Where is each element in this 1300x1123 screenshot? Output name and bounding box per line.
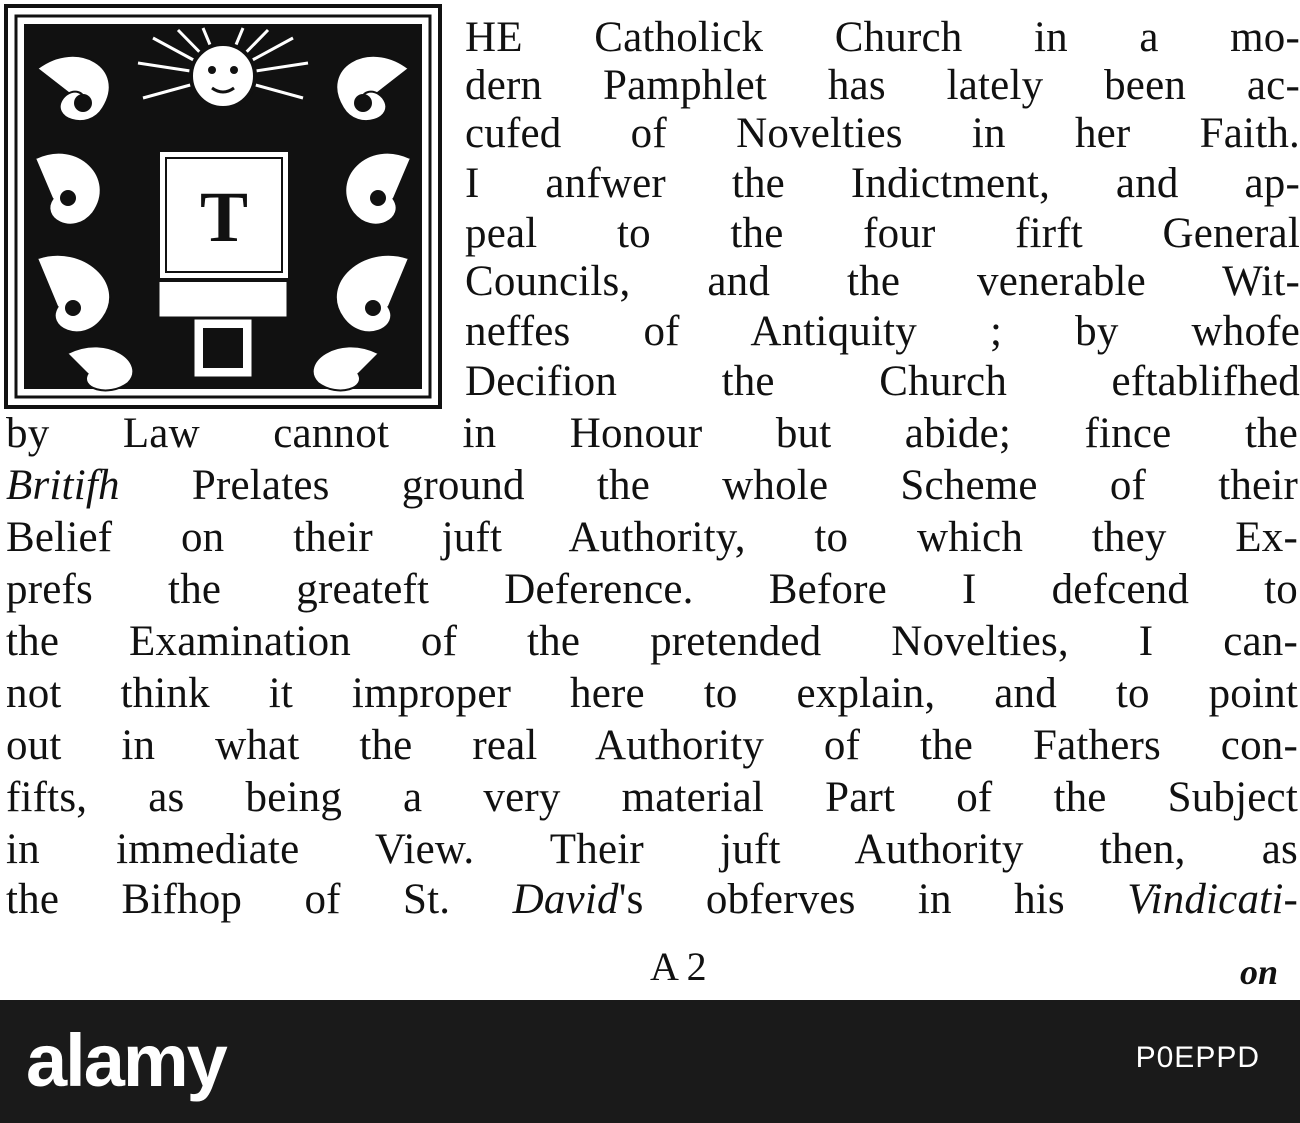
text-line: Councils, and the venerable Wit- [465,258,1300,305]
signature-mark: A 2 [650,944,707,989]
text-line: I anfwer the Indictment, and ap- [465,160,1300,207]
italic-word: Vindicati- [1127,876,1298,923]
alamy-logo[interactable] [26,1019,326,1102]
text-line-british [6,462,1298,510]
watermark-footer [0,1000,1300,1123]
catchword: on [1240,952,1279,992]
decorated-initial [4,4,442,409]
text-line: not think it improper here to explain, and to point [6,670,1298,717]
text-line: fifts, as being a very material Part of the Subject [6,774,1298,821]
text-line-david [6,876,1298,924]
text-line: by Law cannot in Honour but abide; fince the [6,410,1298,457]
text-line: neffes of Antiquity ; by whofe [465,308,1300,355]
text-line: peal to the four firft General [465,210,1300,257]
page-footer-row [0,942,1300,992]
text-line: HE Catholick Church in a mo- [465,14,1300,61]
text-line: in immediate View. Their juft Authority then, as [6,826,1298,873]
text-line: cufed of Novelties in her Faith. [465,110,1300,157]
logo-text: alamy [26,1019,226,1102]
text-line-middle: 's obferves in his [618,876,1065,923]
text-line: out in what the real Authority of the Fathers con- [6,722,1298,769]
text-line: Decifion the Church eftablifhed [465,358,1300,405]
italic-word: David [512,876,619,923]
initial-letter: T [199,177,249,257]
text-line-rest: Prelates ground the whole Scheme of their [191,462,1298,509]
text-line: prefs the greateft Deference. Before I defcend to [6,566,1298,613]
italic-word: Britifh [6,462,120,509]
text-line: the Examination of the pretended Novelties, I can- [6,618,1298,665]
text-line: dern Pamphlet has lately been ac- [465,62,1300,109]
image-code: P0EPPD [1135,1041,1260,1074]
text-line-prefix: the Bifhop of St. [6,876,513,923]
text-line: Belief on their juft Authority, to which they Ex- [6,514,1298,561]
